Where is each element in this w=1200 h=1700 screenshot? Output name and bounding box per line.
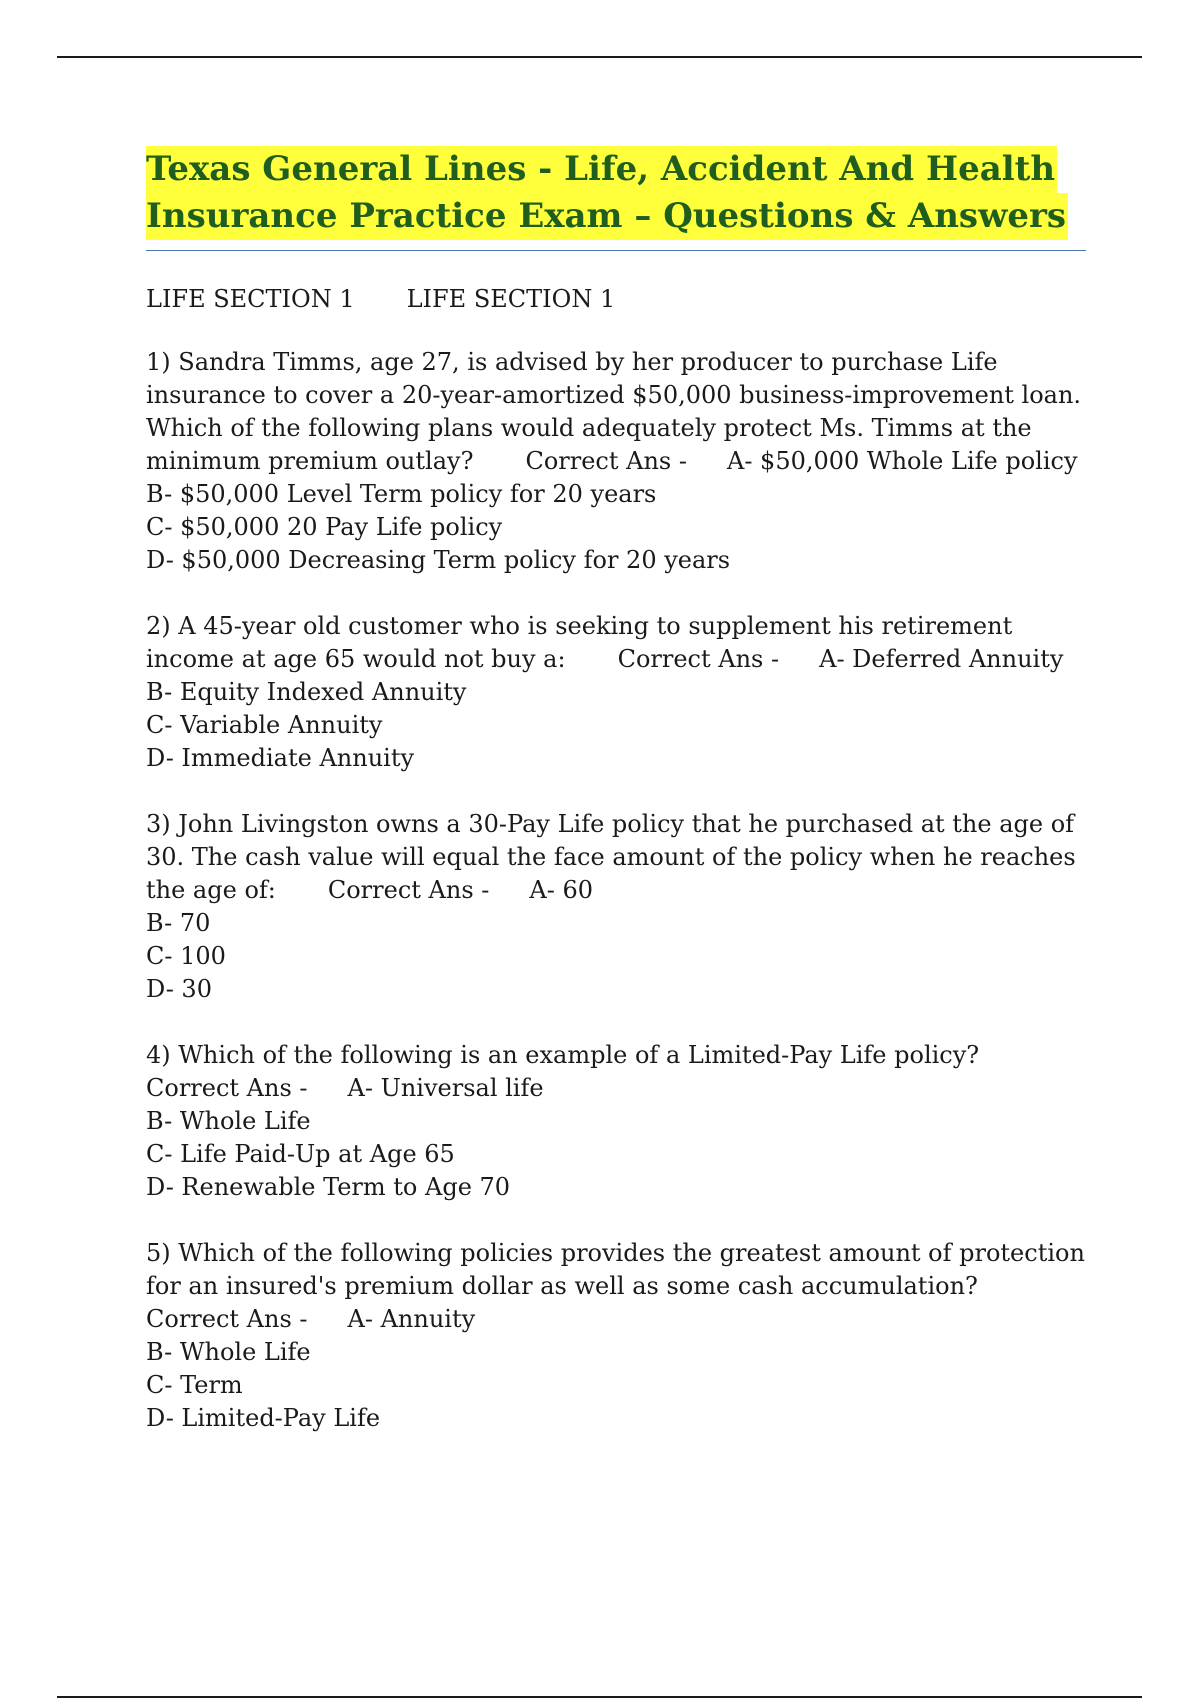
- question-text: 2) A 45-year old customer who is seeking to supplement his retirement income at age 65 would not buy a:: [146, 612, 1013, 673]
- option-b: B- Whole Life: [146, 1338, 311, 1366]
- option-a: A- $50,000 Whole Life policy: [726, 447, 1078, 475]
- option-d: D- 30: [146, 975, 212, 1003]
- section-label: LIFE SECTION 1: [406, 285, 616, 313]
- option-d: D- $50,000 Decreasing Term policy for 20 years: [146, 546, 731, 574]
- option-b: B- 70: [146, 909, 211, 937]
- section-header: [146, 282, 1086, 316]
- option-c: C- Variable Annuity: [146, 711, 383, 739]
- title-line-1: Texas General Lines - Life, Accident And Health: [146, 146, 1057, 193]
- question-text-block: [146, 610, 1086, 676]
- question-text: 4) Which of the following is an example of a Limited-Pay Life policy?: [146, 1041, 980, 1069]
- question-4: [146, 1039, 1086, 1204]
- option-a: A- Deferred Annuity: [819, 645, 1064, 673]
- question-3: [146, 808, 1086, 1006]
- bottom-rule: [57, 1696, 1142, 1698]
- question-text: 3) John Livingston owns a 30-Pay Life policy that he purchased at the age of 30. The cash value will equal the face amount of the policy when he reaches the age of:: [146, 810, 1076, 904]
- question-text-block: [146, 808, 1086, 907]
- correct-answer-label: Correct Ans -: [617, 645, 780, 673]
- title-line-2: Insurance Practice Exam – Questions & Answers: [146, 193, 1068, 240]
- option-c: C- Term: [146, 1371, 243, 1399]
- correct-answer-label: Correct Ans -: [146, 1074, 308, 1102]
- top-rule: [57, 56, 1142, 58]
- question-text-block: [146, 1237, 1086, 1336]
- section-label: LIFE SECTION 1: [146, 285, 355, 313]
- question-text: 1) Sandra Timms, age 27, is advised by her producer to purchase Life insurance to cover a 20-year-amortized $50,000 business-improvement loan. Which of the following plans would adequately protect Ms. Timms at the minimum premium outlay?: [146, 348, 1082, 475]
- option-c: C- Life Paid-Up at Age 65: [146, 1140, 455, 1168]
- question-text: 5) Which of the following policies provides the greatest amount of protection for an insured's premium dollar as well as some cash accumulation?: [146, 1239, 1085, 1300]
- correct-answer-label: Correct Ans -: [146, 1305, 308, 1333]
- correct-answer-label: Correct Ans -: [327, 876, 490, 904]
- option-d: D- Renewable Term to Age 70: [146, 1173, 511, 1201]
- option-d: D- Immediate Annuity: [146, 744, 415, 772]
- option-b: B- Equity Indexed Annuity: [146, 678, 467, 706]
- option-b: B- Whole Life: [146, 1107, 311, 1135]
- option-c: C- 100: [146, 942, 226, 970]
- correct-answer-label: Correct Ans -: [525, 447, 687, 475]
- question-text-block: [146, 346, 1086, 478]
- document-body: [146, 146, 1086, 1468]
- option-a: A- Annuity: [347, 1305, 476, 1333]
- question-text-block: [146, 1039, 1086, 1105]
- question-2: [146, 610, 1086, 775]
- document-title: [146, 146, 1086, 251]
- question-5: [146, 1237, 1086, 1435]
- option-a: A- Universal life: [347, 1074, 544, 1102]
- option-a: A- 60: [529, 876, 593, 904]
- question-1: [146, 346, 1086, 577]
- option-d: D- Limited-Pay Life: [146, 1404, 381, 1432]
- option-c: C- $50,000 20 Pay Life policy: [146, 513, 503, 541]
- option-b: B- $50,000 Level Term policy for 20 years: [146, 480, 657, 508]
